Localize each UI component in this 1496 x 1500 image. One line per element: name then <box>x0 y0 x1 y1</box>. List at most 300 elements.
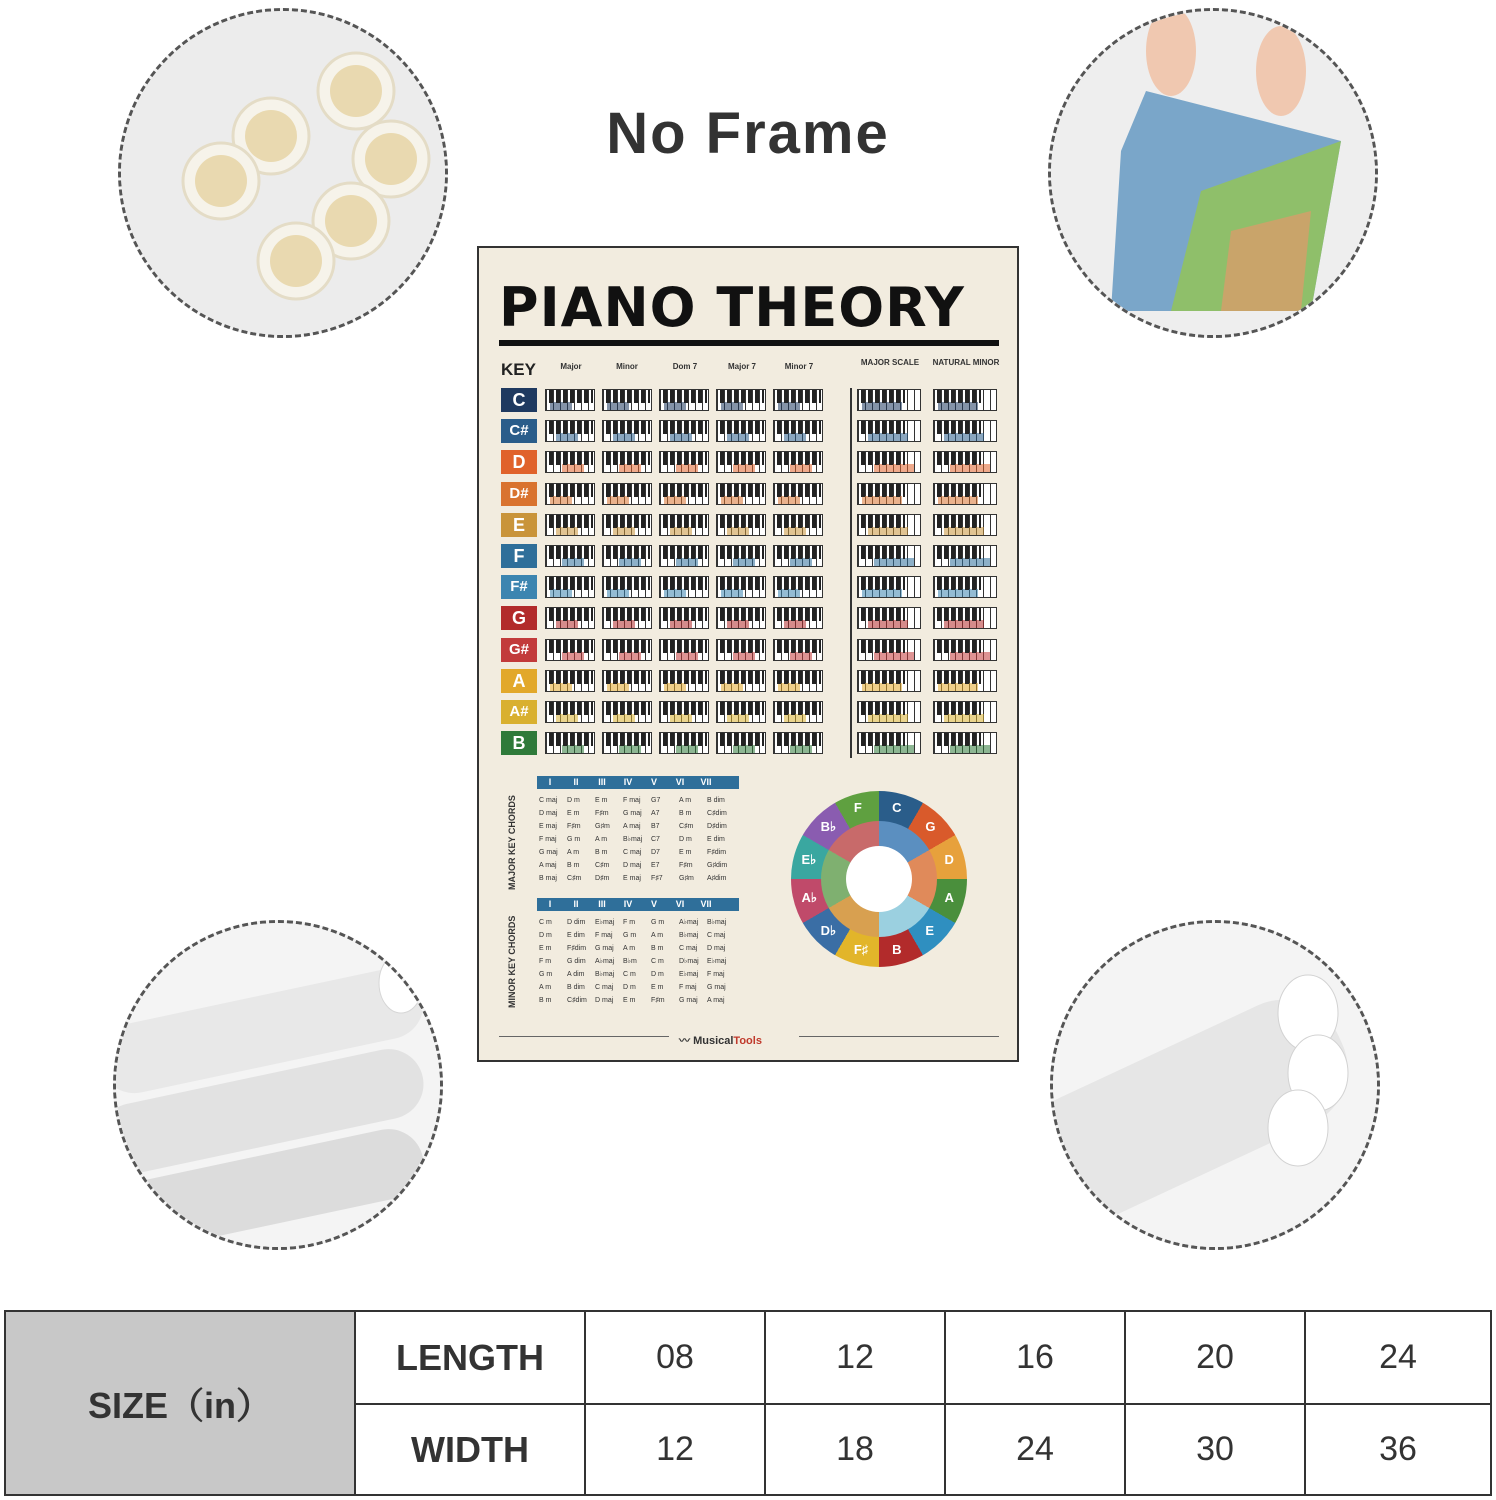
chord-row <box>539 929 735 942</box>
keyboard-diagram <box>716 607 766 629</box>
keyboard-diagram <box>933 670 997 692</box>
width-value: 18 <box>766 1405 946 1494</box>
keyboard-diagram <box>857 639 921 661</box>
highlighted-keys <box>778 402 800 410</box>
keyboard-diagram <box>545 576 595 598</box>
roman-numeral: V <box>650 899 657 909</box>
highlighted-keys <box>550 402 572 410</box>
highlighted-keys <box>733 652 755 660</box>
highlighted-keys <box>790 464 812 472</box>
keyboard-diagram <box>933 576 997 598</box>
roman-numeral: I <box>548 899 552 909</box>
chord-cell: D m <box>623 984 636 991</box>
keyboard-diagram <box>773 451 823 473</box>
highlighted-keys <box>613 620 635 628</box>
key-header: KEY <box>501 360 536 379</box>
roman-numeral: V <box>650 777 657 787</box>
highlighted-keys <box>727 527 749 535</box>
chord-cell: E m <box>539 945 552 952</box>
chord-cell: E7 <box>651 862 660 869</box>
highlighted-keys <box>944 433 984 441</box>
chord-row <box>539 833 735 846</box>
chord-row <box>539 968 735 981</box>
highlighted-keys <box>938 496 978 504</box>
length-value: 20 <box>1126 1312 1306 1403</box>
wheel-key-label: E♭ <box>801 851 817 867</box>
highlighted-keys <box>862 683 902 691</box>
chord-cell: E maj <box>539 823 557 830</box>
chord-cell: D♯dim <box>707 823 727 830</box>
highlighted-keys <box>556 620 578 628</box>
chord-cell: F maj <box>707 971 725 978</box>
col-header-minor7: Minor 7 <box>784 362 814 371</box>
chord-cell: E m <box>679 849 692 856</box>
chord-cell: G m <box>539 971 553 978</box>
poster-title: PIANO THEORY <box>499 276 965 339</box>
key-label: F# <box>501 575 537 599</box>
key-label: A <box>501 669 537 693</box>
chord-cell: A7 <box>651 810 660 817</box>
chord-cell: B♭maj <box>679 932 699 939</box>
highlighted-keys <box>727 714 749 722</box>
keyboard-diagram <box>933 420 997 442</box>
highlighted-keys <box>613 714 635 722</box>
key-label: D# <box>501 482 537 506</box>
highlighted-keys <box>950 558 990 566</box>
rolled-tubes-photo <box>118 8 448 338</box>
chord-cell: E m <box>651 984 664 991</box>
keyboard-diagram <box>857 607 921 629</box>
chord-cell: C♯m <box>595 862 610 869</box>
piano-theory-poster <box>477 246 1019 1062</box>
keyboard-diagram <box>602 483 652 505</box>
chord-cell: D m <box>539 932 552 939</box>
chord-cell: F♯dim <box>567 945 587 952</box>
chord-cell: F♯m <box>567 823 581 830</box>
highlighted-keys <box>874 558 914 566</box>
highlighted-keys <box>562 464 584 472</box>
keyboard-diagram <box>933 639 997 661</box>
chord-cell: E dim <box>567 932 585 939</box>
chord-row <box>539 955 735 968</box>
highlighted-keys <box>721 402 743 410</box>
footer-rule-right <box>799 1036 999 1037</box>
highlighted-keys <box>607 496 629 504</box>
chord-cell: D m <box>567 797 580 804</box>
key-label: F <box>501 544 537 568</box>
chord-cell: F m <box>623 919 636 926</box>
chord-cell: B dim <box>707 797 725 804</box>
highlighted-keys <box>874 652 914 660</box>
chord-cell: E m <box>595 797 608 804</box>
headline: No Frame <box>606 101 890 166</box>
key-label: A# <box>501 700 537 724</box>
chord-cell: C♯dim <box>707 810 727 817</box>
keyboard-diagram <box>773 639 823 661</box>
highlighted-keys <box>950 652 990 660</box>
chord-cell: G maj <box>707 984 726 991</box>
highlighted-keys <box>944 620 984 628</box>
chord-cell: E dim <box>707 836 725 843</box>
major-key-chords-label: MAJOR KEY CHORDS <box>507 795 517 890</box>
highlighted-keys <box>784 620 806 628</box>
keyboard-diagram <box>545 670 595 692</box>
chord-cell: A maj <box>707 997 725 1004</box>
chord-cell: E maj <box>623 875 641 882</box>
wheel-key-label: D <box>944 851 954 867</box>
chord-cell: A♭maj <box>595 958 615 965</box>
chord-cell: F♯m <box>679 862 693 869</box>
highlighted-keys <box>670 527 692 535</box>
keyboard-diagram <box>716 545 766 567</box>
highlighted-keys <box>556 527 578 535</box>
chord-cell: A m <box>539 984 552 991</box>
key-label: E <box>501 513 537 537</box>
highlighted-keys <box>664 402 686 410</box>
wheel-center <box>846 846 912 912</box>
keyboard-diagram <box>602 639 652 661</box>
chord-row <box>539 981 735 994</box>
length-value: 12 <box>766 1312 946 1403</box>
chord-cell: B m <box>679 810 692 817</box>
col-header-minor: Minor <box>616 362 638 371</box>
length-value: 16 <box>946 1312 1126 1403</box>
wheel-key-label: F♯ <box>853 942 869 958</box>
chord-row <box>539 994 735 1007</box>
highlighted-keys <box>790 745 812 753</box>
col-header-major7: Major 7 <box>727 362 756 371</box>
chord-cell: B♭maj <box>595 971 615 978</box>
highlighted-keys <box>950 745 990 753</box>
key-label: G <box>501 606 537 630</box>
highlighted-keys <box>607 683 629 691</box>
keyboard-diagram <box>857 514 921 536</box>
roman-numeral: VI <box>675 777 685 787</box>
roman-numeral: VII <box>700 899 712 909</box>
chord-cell: B m <box>539 997 552 1004</box>
chord-row <box>539 859 735 872</box>
keyboard-diagram <box>716 701 766 723</box>
keyboard-diagram <box>602 701 652 723</box>
keyboard-diagram <box>773 732 823 754</box>
chord-cell: D♯m <box>595 875 610 882</box>
chord-cell: G m <box>623 932 637 939</box>
keyboard-diagram <box>659 514 709 536</box>
keyboard-diagram <box>659 607 709 629</box>
highlighted-keys <box>562 745 584 753</box>
keyboard-diagram <box>545 732 595 754</box>
keyboard-diagram <box>773 420 823 442</box>
keyboard-diagram <box>602 389 652 411</box>
chord-cell: F maj <box>623 797 641 804</box>
highlighted-keys <box>556 433 578 441</box>
wheel-key-label: G <box>925 818 936 834</box>
width-value: 12 <box>586 1405 766 1494</box>
chord-cell: F m <box>539 958 552 965</box>
highlighted-keys <box>944 714 984 722</box>
keyboard-diagram <box>933 701 997 723</box>
keyboard-diagram <box>602 732 652 754</box>
chord-cell: D maj <box>595 997 614 1004</box>
keyboard-diagram <box>716 451 766 473</box>
keyboard-diagram <box>716 389 766 411</box>
keyboard-diagram <box>545 607 595 629</box>
highlighted-keys <box>784 433 806 441</box>
keyboard-diagram <box>602 607 652 629</box>
chord-cell: B♭maj <box>623 836 643 843</box>
chord-cell: C maj <box>679 945 698 952</box>
highlighted-keys <box>721 589 743 597</box>
keyboard-diagram <box>659 420 709 442</box>
highlighted-keys <box>784 527 806 535</box>
keyboard-diagram <box>857 420 921 442</box>
keyboard-diagram <box>857 545 921 567</box>
chord-cell: A dim <box>567 971 585 978</box>
highlighted-keys <box>664 589 686 597</box>
keyboard-diagram <box>545 389 595 411</box>
brand-logo <box>679 1032 762 1048</box>
keyboard-diagram <box>602 451 652 473</box>
chord-row <box>539 942 735 955</box>
chord-cell: D7 <box>651 849 660 856</box>
canvas-print-hands-photo <box>1048 8 1378 338</box>
col-header-major-scale: MAJOR SCALE <box>860 358 920 367</box>
keyboard-diagram <box>773 545 823 567</box>
keyboard-diagram <box>545 420 595 442</box>
chord-cell: C m <box>539 919 552 926</box>
chord-cell: D m <box>679 836 692 843</box>
chord-cell: A maj <box>539 862 557 869</box>
width-value: 36 <box>1379 1430 1417 1468</box>
highlighted-keys <box>778 683 800 691</box>
highlighted-keys <box>721 683 743 691</box>
wheel-key-label: A <box>944 890 954 906</box>
chord-cell: F maj <box>539 836 557 843</box>
keyboard-diagram <box>545 483 595 505</box>
highlighted-keys <box>938 683 978 691</box>
keyboard-diagram <box>933 514 997 536</box>
highlighted-keys <box>868 620 908 628</box>
keyboard-diagram <box>545 545 595 567</box>
highlighted-keys <box>676 652 698 660</box>
chord-cell: D maj <box>707 945 726 952</box>
keyboard-diagram <box>857 701 921 723</box>
canvas-rolled-photo-left <box>113 920 443 1250</box>
keyboard-diagram <box>933 389 997 411</box>
highlighted-keys <box>950 464 990 472</box>
chord-cell: E♭maj <box>595 919 615 926</box>
keyboard-diagram <box>545 451 595 473</box>
highlighted-keys <box>868 433 908 441</box>
chord-cell: C♯dim <box>567 997 587 1004</box>
highlighted-keys <box>938 402 978 410</box>
highlighted-keys <box>664 683 686 691</box>
chord-cell: C m <box>651 958 664 965</box>
key-label: D <box>501 450 537 474</box>
keyboard-diagram <box>659 545 709 567</box>
size-table <box>4 1310 1492 1496</box>
keyboard-diagram <box>545 701 595 723</box>
keyboard-diagram <box>659 389 709 411</box>
keyboard-diagram <box>659 576 709 598</box>
keyboard-diagram <box>773 576 823 598</box>
width-value: 30 <box>1126 1405 1306 1494</box>
chord-cell: F maj <box>595 932 613 939</box>
keyboard-diagram <box>659 732 709 754</box>
footer-rule-left <box>499 1036 669 1037</box>
highlighted-keys <box>676 464 698 472</box>
keyboard-diagram <box>716 420 766 442</box>
highlighted-keys <box>721 496 743 504</box>
highlighted-keys <box>613 433 635 441</box>
width-label: WIDTH <box>356 1405 586 1494</box>
chord-row <box>539 872 735 885</box>
keyboard-diagram <box>773 389 823 411</box>
key-label: C <box>501 388 537 412</box>
chord-cell: F♯7 <box>651 875 663 882</box>
highlighted-keys <box>733 745 755 753</box>
chord-cell: B♭m <box>623 958 637 965</box>
wheel-key-label: F <box>853 799 862 815</box>
highlighted-keys <box>778 496 800 504</box>
chord-row <box>539 807 735 820</box>
highlighted-keys <box>550 589 572 597</box>
highlighted-keys <box>790 558 812 566</box>
keyboard-diagram <box>659 670 709 692</box>
highlighted-keys <box>727 433 749 441</box>
highlighted-keys <box>670 714 692 722</box>
highlighted-keys <box>862 402 902 410</box>
highlighted-keys <box>619 745 641 753</box>
highlighted-keys <box>619 464 641 472</box>
keyboard-diagram <box>602 420 652 442</box>
chord-cell: C7 <box>651 836 660 843</box>
chord-cell: C maj <box>539 797 558 804</box>
keyboard-diagram <box>659 483 709 505</box>
highlighted-keys <box>619 558 641 566</box>
highlighted-keys <box>868 527 908 535</box>
chord-cell: A maj <box>623 823 641 830</box>
chord-cell: D maj <box>539 810 558 817</box>
roman-numeral: I <box>548 777 552 787</box>
roman-numeral: IV <box>623 899 633 909</box>
chord-cell: G maj <box>595 945 614 952</box>
highlighted-keys <box>607 402 629 410</box>
major-numerals <box>537 776 739 789</box>
keyboard-diagram <box>933 545 997 567</box>
keyboard-diagram <box>773 670 823 692</box>
roman-numeral: IV <box>623 777 633 787</box>
chord-cell: C maj <box>623 849 642 856</box>
highlighted-keys <box>607 589 629 597</box>
chord-cell: C♯m <box>567 875 582 882</box>
chord-cell: A m <box>651 932 664 939</box>
roman-numeral: VI <box>675 899 685 909</box>
chord-cell: A m <box>595 836 608 843</box>
chord-cell: D dim <box>567 919 586 926</box>
chord-row <box>539 846 735 859</box>
chord-cell: G dim <box>567 958 586 965</box>
keyboard-diagram <box>716 732 766 754</box>
keyboard-diagram <box>716 639 766 661</box>
chord-cell: G maj <box>679 997 698 1004</box>
highlighted-keys <box>664 496 686 504</box>
length-value: 24 <box>1379 1338 1417 1376</box>
chord-row <box>539 820 735 833</box>
highlighted-keys <box>550 683 572 691</box>
chord-cell: B m <box>595 849 608 856</box>
keyboard-diagram <box>602 670 652 692</box>
length-value: 08 <box>586 1312 766 1403</box>
chord-cell: G maj <box>623 810 642 817</box>
chord-row <box>539 794 735 807</box>
chord-cell: F♯dim <box>707 849 727 856</box>
keyboard-diagram <box>933 607 997 629</box>
brand-prefix: Musical <box>693 1035 734 1047</box>
wheel-key-label: A♭ <box>801 890 818 906</box>
chord-cell: G♯m <box>595 823 610 830</box>
keyboard-diagram <box>857 732 921 754</box>
roman-numeral: II <box>573 899 579 909</box>
chord-cell: C♯m <box>679 823 694 830</box>
keyboard-diagram <box>857 483 921 505</box>
length-label: LENGTH <box>356 1312 586 1403</box>
chord-cell: A m <box>567 849 580 856</box>
chord-cell: G♯dim <box>707 862 728 869</box>
keyboard-diagram <box>716 514 766 536</box>
keyboard-diagram <box>545 514 595 536</box>
wheel-key-label: C <box>892 799 902 815</box>
chord-cell: A♭maj <box>679 919 699 926</box>
chord-cell: B dim <box>567 984 585 991</box>
highlighted-keys <box>727 620 749 628</box>
chord-cell: F♯m <box>595 810 609 817</box>
keyboard-diagram <box>659 639 709 661</box>
highlighted-keys <box>670 620 692 628</box>
title-rule <box>499 340 999 346</box>
keyboard-diagram <box>602 576 652 598</box>
chord-cell: E m <box>623 997 636 1004</box>
key-label: C# <box>501 419 537 443</box>
highlighted-keys <box>862 496 902 504</box>
highlighted-keys <box>619 652 641 660</box>
chord-cell: G7 <box>651 797 661 804</box>
canvas-rolled-photo-right <box>1050 920 1380 1250</box>
keyboard-diagram <box>773 701 823 723</box>
chord-cell: G♯m <box>679 875 694 882</box>
highlighted-keys <box>676 745 698 753</box>
highlighted-keys <box>862 589 902 597</box>
chord-cell: D m <box>651 971 664 978</box>
keyboard-diagram <box>659 451 709 473</box>
highlighted-keys <box>733 558 755 566</box>
chord-cell: C maj <box>707 932 726 939</box>
brand-suffix: Tools <box>733 1035 762 1047</box>
circle-of-fifths <box>791 791 967 967</box>
col-header-dom7: Dom 7 <box>672 362 698 371</box>
highlighted-keys <box>733 464 755 472</box>
key-label: B <box>501 731 537 755</box>
keyboard-diagram <box>857 451 921 473</box>
chord-cell: B♭maj <box>707 919 727 926</box>
highlighted-keys <box>556 714 578 722</box>
roman-numeral: III <box>598 777 606 787</box>
chord-cell: B maj <box>539 875 557 882</box>
keyboard-diagram <box>659 701 709 723</box>
highlighted-keys <box>550 496 572 504</box>
roman-numeral: VII <box>700 777 712 787</box>
keyboard-diagram <box>773 514 823 536</box>
